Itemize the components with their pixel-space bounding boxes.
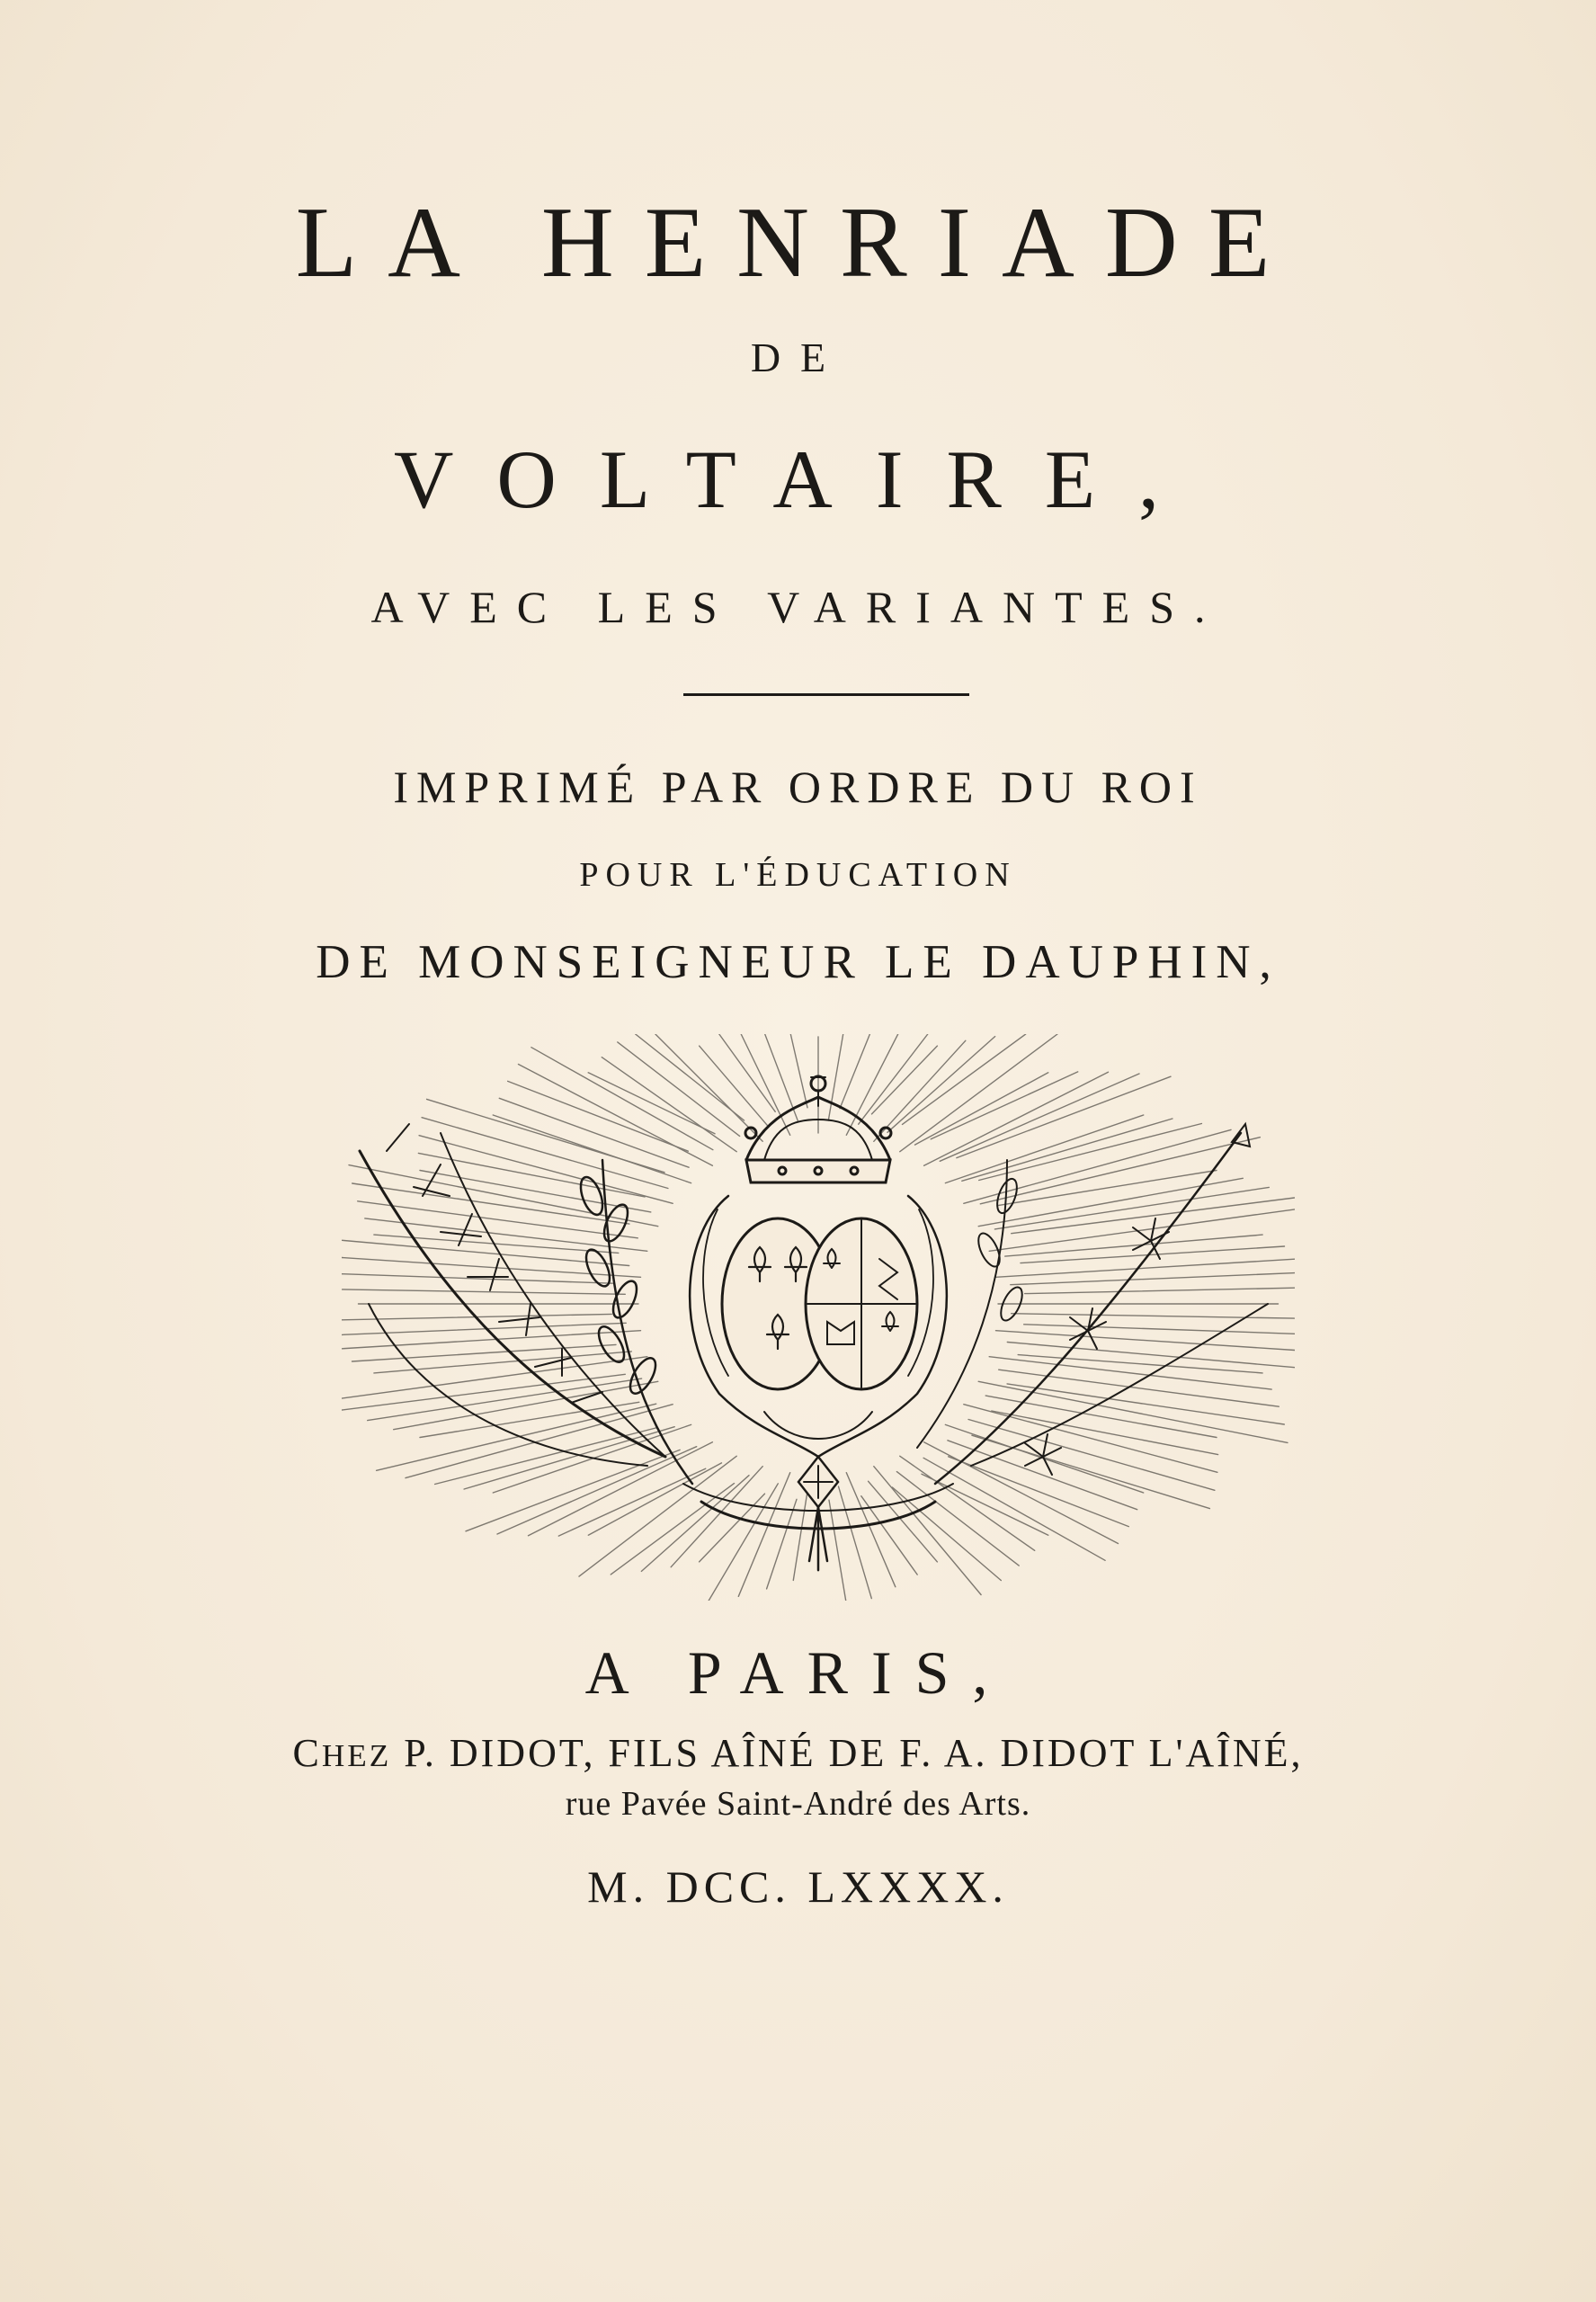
ray-line — [962, 1119, 1172, 1181]
ray-line — [945, 1115, 1143, 1183]
ray-line — [700, 1046, 769, 1127]
ray-line — [979, 1124, 1202, 1181]
ray-line — [940, 1074, 1139, 1161]
chez-rest: HEZ — [321, 1738, 392, 1773]
ray-line — [859, 1034, 928, 1124]
ray-line — [738, 1473, 789, 1597]
ray-line — [1007, 1384, 1284, 1424]
royal-coat-of-arms-icon — [342, 1034, 1295, 1601]
royal-order-line: IMPRIMÉ PAR ORDRE DU ROI — [393, 762, 1203, 812]
ray-line — [869, 1481, 938, 1562]
ray-line — [900, 1456, 1035, 1550]
ray-line — [508, 1081, 689, 1151]
ray-line — [342, 1258, 641, 1278]
ray-line — [343, 1289, 626, 1294]
ray-line — [342, 1274, 612, 1284]
ray-line — [922, 1474, 1048, 1535]
ray-line — [978, 1381, 1288, 1442]
chez-initial: C — [292, 1731, 322, 1775]
ray-line — [896, 1472, 1019, 1566]
ray-line — [767, 1499, 797, 1589]
title-de: DE — [750, 335, 846, 380]
ray-line — [887, 1037, 995, 1133]
ray-line — [996, 1331, 1296, 1351]
ray-line — [1011, 1273, 1295, 1285]
ray-line — [948, 1441, 1137, 1510]
ray-line — [980, 1138, 1260, 1204]
dauphin-line: DE MONSEIGNEUR LE DAUPHIN, — [316, 936, 1280, 988]
ray-line — [790, 1034, 807, 1108]
ray-line — [872, 1046, 938, 1114]
ray-line — [994, 1187, 1269, 1229]
ray-line — [374, 1352, 631, 1373]
ray-line — [529, 1442, 713, 1536]
author-name: VOLTAIRE, — [393, 433, 1203, 525]
imprint-printer — [0, 1726, 1596, 1783]
ray-line — [949, 1457, 1129, 1527]
ray-line — [1025, 1288, 1295, 1293]
ray-line — [368, 1379, 642, 1421]
ray-line — [349, 1165, 658, 1227]
ray-line — [531, 1048, 713, 1150]
imprint-address: rue Pavée Saint-André des Arts. — [565, 1785, 1031, 1823]
imprint-city: A PARIS, — [584, 1638, 1012, 1707]
ray-line — [903, 1034, 1026, 1124]
education-line: POUR L'ÉDUCATION — [579, 856, 1017, 894]
subtitle: AVEC LES VARIANTES. — [370, 582, 1226, 632]
ray-line — [931, 1072, 1077, 1139]
ray-line — [915, 1073, 1048, 1145]
ray-line — [829, 1500, 846, 1601]
ray-line — [846, 1473, 896, 1587]
ray-line — [924, 1072, 1109, 1165]
ray-line — [1024, 1325, 1295, 1334]
ray-line — [352, 1344, 617, 1361]
ray-line — [558, 1468, 705, 1536]
ray-line — [588, 1463, 721, 1535]
shield-navarre-icon — [806, 1218, 917, 1389]
book-title: LA HENRIADE — [295, 187, 1301, 299]
printer-name: P. DIDOT, FILS AÎNÉ DE F. A. DIDOT L'AÎNÉ, — [391, 1731, 1304, 1775]
ray-line — [671, 1467, 762, 1567]
ray-line — [700, 1494, 765, 1562]
ray-line — [741, 1034, 790, 1135]
ray-line — [923, 1458, 1105, 1560]
ray-line — [352, 1183, 629, 1224]
ray-line — [846, 1034, 897, 1135]
imprint-year: M. DCC. LXXXX. — [587, 1861, 1009, 1912]
ray-line — [377, 1404, 656, 1470]
ray-line — [602, 1057, 736, 1152]
divider-rule — [683, 693, 969, 696]
ray-line — [499, 1098, 689, 1167]
ray-line — [1005, 1235, 1262, 1256]
ray-line — [655, 1034, 762, 1141]
ray-line — [618, 1042, 740, 1137]
